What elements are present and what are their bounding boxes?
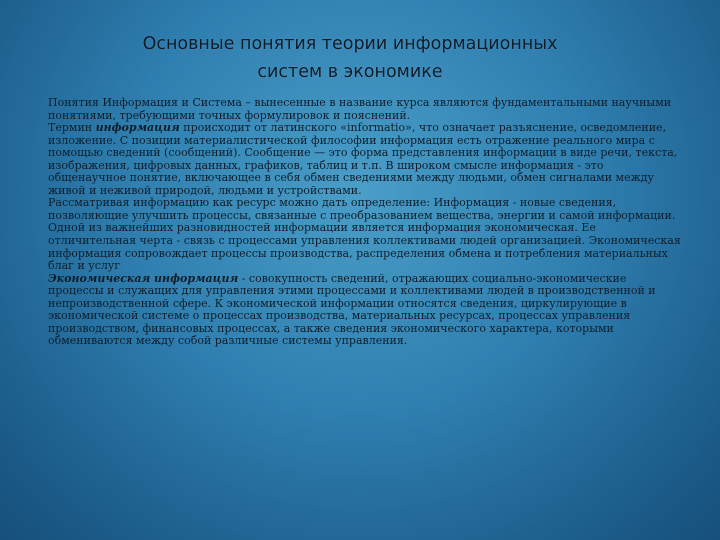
paragraph-5-text: - совокупность сведений, отражающих социально-экономические процессы и служащих для управления этими процессами и коллективами людей в производственной и непроизводственной сфере. К экономической информации относятся сведения, циркулирующие в экономической системе о процессах производства, материальных ресурсах, процессах управления производством, финансовых процессах, а также сведения экономического характера, которыми обмениваются между собой различные системы управления. — [48, 271, 656, 348]
paragraph-2-lead: Термин — [48, 121, 96, 135]
slide-body — [48, 97, 682, 348]
slide-title — [90, 30, 610, 86]
paragraph-2-text: происходит от латинского «informatio», что означает разъяснение, осведомление, изложение. С позиции материалистической философии информация есть отражение реального мира с помощью сведений (сообщений). Сообщение — это форма представления информации в виде речи, текста, изображения, цифровых данных, графиков, таблиц и т.п. В широком смысле информация - это общенаучное понятие, включающее в себя обмен сведениями между людьми, обмен сигналами между живой и неживой природой, людьми и устройствами. — [48, 121, 678, 197]
title-line-1: Основные понятия теории информационных — [142, 34, 558, 54]
paragraph-2 — [48, 122, 682, 197]
paragraph-3: Рассматривая информацию как ресурс можно дать определение: Информация - новые сведения, позволяющие улучшить процессы, связанные с преобразованием вещества, энергии и самой информации. — [48, 196, 676, 222]
title-line-2: систем в экономике — [257, 62, 443, 82]
paragraph-5 — [48, 273, 682, 348]
term-economic-information: Экономическая информация — [48, 271, 239, 285]
paragraph-4: Одной из важнейших разновидностей информации является информация экономическая. Ее отличительная черта - связь с процессами управления коллективами людей организацией. Экономическая информация сопровождает процессы производства, распределения обмена и потребления материальных благ и услуг — [48, 221, 681, 273]
term-information: информация — [95, 121, 180, 135]
paragraph-1: Понятия Информация и Система – вынесенные в название курса являются фундаментальными научными понятиями, требующими точных формулировок и пояснений. — [48, 96, 672, 122]
